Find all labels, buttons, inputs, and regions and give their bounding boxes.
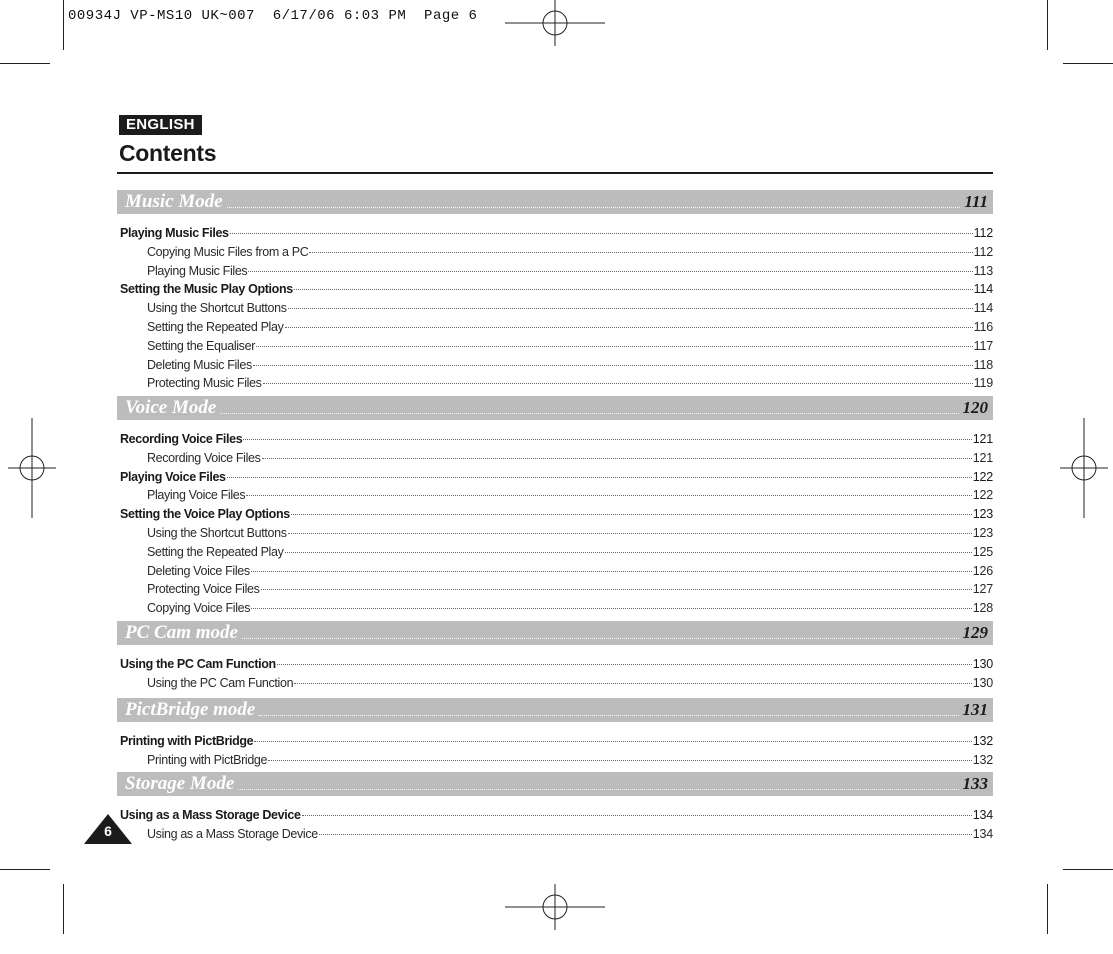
toc-entry-page: 121: [972, 450, 993, 465]
toc-entry[interactable]: [117, 430, 993, 449]
dot-leader: [288, 308, 973, 309]
dot-leader: [285, 552, 972, 553]
toc-entry[interactable]: [117, 580, 993, 599]
toc-entry-label: Copying Music Files from a PC: [147, 244, 309, 259]
crop-mark: [1063, 63, 1113, 64]
toc-entries: [117, 732, 993, 770]
toc-entry-page: 128: [972, 601, 993, 616]
dot-leader: [238, 778, 958, 790]
section-title: PC Cam mode: [125, 622, 238, 643]
toc-entry-label: Protecting Voice Files: [147, 582, 260, 597]
toc-section-storage-mode: [117, 772, 993, 844]
dot-leader: [268, 760, 972, 761]
toc-entry-label: Using the PC Cam Function: [147, 675, 294, 690]
toc-entry-label: Using the Shortcut Buttons: [147, 301, 287, 316]
dot-leader: [248, 271, 972, 272]
toc-entry-page: 117: [973, 338, 993, 353]
section-title: Music Mode: [125, 191, 223, 212]
section-header[interactable]: [117, 621, 993, 645]
dot-leader: [246, 495, 971, 496]
toc-entry-label: Deleting Music Files: [147, 357, 252, 372]
section-page: 131: [962, 700, 988, 719]
toc-entry[interactable]: [117, 655, 993, 674]
crop-mark: [0, 63, 50, 64]
toc-entries: [117, 655, 993, 693]
toc-entries: [117, 806, 993, 844]
toc-entry[interactable]: [117, 524, 993, 543]
toc-entry[interactable]: [117, 751, 993, 770]
dot-leader: [253, 365, 973, 366]
toc-entry-page: 130: [972, 675, 993, 690]
toc-entry[interactable]: [117, 825, 993, 844]
dot-leader: [256, 346, 973, 347]
dot-leader: [294, 289, 973, 290]
toc-entry-page: 113: [973, 263, 993, 278]
crop-mark: [1063, 869, 1113, 870]
toc-section-pictbridge-mode: [117, 698, 993, 770]
dot-leader: [263, 383, 973, 384]
toc-entry-page: 132: [972, 752, 993, 767]
toc-entry-page: 114: [973, 282, 993, 297]
dot-leader: [261, 589, 972, 590]
dot-leader: [277, 664, 972, 665]
toc-entry-page: 134: [972, 826, 993, 841]
section-page: 133: [962, 774, 988, 793]
dot-leader: [302, 815, 972, 816]
toc-entry-label: Using as a Mass Storage Device: [147, 826, 318, 841]
toc-entry-label: Playing Music Files: [147, 263, 248, 278]
toc-entry-label: Playing Voice Files: [120, 469, 226, 484]
title-divider: [117, 172, 993, 174]
crop-mark: [63, 884, 64, 934]
toc-entry-label: Recording Voice Files: [147, 450, 261, 465]
toc-entry-page: 123: [972, 507, 993, 522]
dot-leader: [262, 458, 972, 459]
toc-entry[interactable]: [117, 486, 993, 505]
registration-mark-icon: [1060, 418, 1108, 518]
crop-mark: [63, 0, 64, 50]
dot-leader: [319, 834, 972, 835]
toc-entry-page: 112: [973, 244, 993, 259]
dot-leader: [251, 608, 972, 609]
toc-entry[interactable]: [117, 280, 993, 299]
toc-entry-page: 121: [972, 432, 993, 446]
toc-entry[interactable]: [117, 599, 993, 618]
dot-leader: [259, 704, 958, 716]
toc-entry-page: 123: [972, 525, 993, 540]
section-header[interactable]: [117, 396, 993, 420]
toc-section-pc-cam-mode: [117, 621, 993, 693]
toc-entry[interactable]: [117, 505, 993, 524]
toc-entry-label: Deleting Voice Files: [147, 563, 250, 578]
toc-entry[interactable]: [117, 468, 993, 487]
toc-entry-page: 122: [972, 488, 993, 503]
toc-entry-label: Using the PC Cam Function: [120, 657, 276, 671]
print-slug-header: 00934J VP-MS10 UK~007 6/17/06 6:03 PM Page 6: [68, 8, 478, 24]
crop-mark: [1047, 884, 1048, 934]
dot-leader: [220, 402, 958, 414]
toc-entries: [117, 224, 993, 393]
dot-leader: [230, 233, 973, 234]
page-number: 6: [104, 823, 112, 839]
toc-entry-page: 112: [973, 226, 993, 240]
dot-leader: [285, 327, 973, 328]
toc-entry[interactable]: [117, 262, 993, 281]
toc-entry-page: 116: [973, 319, 993, 334]
toc-entry[interactable]: [117, 299, 993, 318]
toc-entry-label: Setting the Equaliser: [147, 338, 256, 353]
page-title: Contents: [119, 140, 217, 166]
toc-entry[interactable]: [117, 374, 993, 393]
toc-entry-page: 118: [973, 357, 993, 372]
toc-entry-label: Setting the Repeated Play: [147, 544, 284, 559]
toc-entry[interactable]: [117, 337, 993, 356]
crop-mark: [1047, 0, 1048, 50]
registration-mark-icon: [8, 418, 56, 518]
toc-entry[interactable]: [117, 243, 993, 262]
toc-entry[interactable]: [117, 562, 993, 581]
registration-mark-icon: [505, 0, 605, 46]
toc-entry-page: 122: [972, 469, 993, 484]
section-title: PictBridge mode: [125, 699, 256, 720]
toc-entry-page: 119: [973, 376, 993, 391]
toc-entry-label: Playing Voice Files: [147, 488, 246, 503]
toc-entry-label: Setting the Voice Play Options: [120, 507, 290, 522]
toc-entry[interactable]: [117, 806, 993, 825]
dot-leader: [243, 439, 971, 440]
toc-entry-label: Playing Music Files: [120, 226, 229, 240]
dot-leader: [291, 514, 972, 515]
toc-entry-page: 134: [972, 808, 993, 822]
dot-leader: [227, 196, 961, 208]
toc-entry-label: Setting the Repeated Play: [147, 319, 284, 334]
toc-entry[interactable]: [117, 356, 993, 375]
section-page: 111: [964, 192, 988, 211]
toc-entry[interactable]: [117, 543, 993, 562]
toc-entry-page: 114: [973, 301, 993, 316]
toc-entry[interactable]: [117, 674, 993, 693]
toc-entry-page: 132: [972, 734, 993, 748]
toc-section-music-mode: [117, 190, 993, 393]
toc-entry-label: Copying Voice Files: [147, 601, 251, 616]
dot-leader: [251, 571, 972, 572]
toc-entry-label: Using as a Mass Storage Device: [120, 808, 301, 822]
toc-entry-page: 127: [972, 582, 993, 597]
dot-leader: [242, 627, 959, 639]
section-header[interactable]: [117, 698, 993, 722]
language-badge: ENGLISH: [119, 115, 202, 135]
section-header[interactable]: [117, 190, 993, 214]
crop-mark: [0, 869, 50, 870]
toc-entry-label: Printing with PictBridge: [120, 734, 254, 748]
toc-entry-label: Setting the Music Play Options: [120, 282, 293, 297]
toc-section-voice-mode: [117, 396, 993, 618]
toc-entry[interactable]: [117, 224, 993, 243]
toc-entry[interactable]: [117, 732, 993, 751]
section-header[interactable]: [117, 772, 993, 796]
toc-entry-page: 125: [972, 544, 993, 559]
dot-leader: [294, 683, 972, 684]
registration-mark-icon: [505, 884, 605, 930]
toc-entry-label: Printing with PictBridge: [147, 752, 268, 767]
dot-leader: [288, 533, 972, 534]
section-page: 129: [962, 623, 988, 642]
toc-entry[interactable]: [117, 449, 993, 468]
toc-entry-page: 126: [972, 563, 993, 578]
toc-entries: [117, 430, 993, 618]
section-page: 120: [962, 398, 988, 417]
dot-leader: [227, 477, 972, 478]
section-title: Voice Mode: [125, 397, 217, 418]
section-title: Storage Mode: [125, 773, 235, 794]
toc-entry[interactable]: [117, 318, 993, 337]
toc-entry-page: 130: [972, 657, 993, 671]
toc-entry-label: Protecting Music Files: [147, 376, 262, 391]
toc-entry-label: Recording Voice Files: [120, 432, 243, 446]
dot-leader: [254, 741, 971, 742]
dot-leader: [309, 252, 972, 253]
toc-entry-label: Using the Shortcut Buttons: [147, 525, 287, 540]
